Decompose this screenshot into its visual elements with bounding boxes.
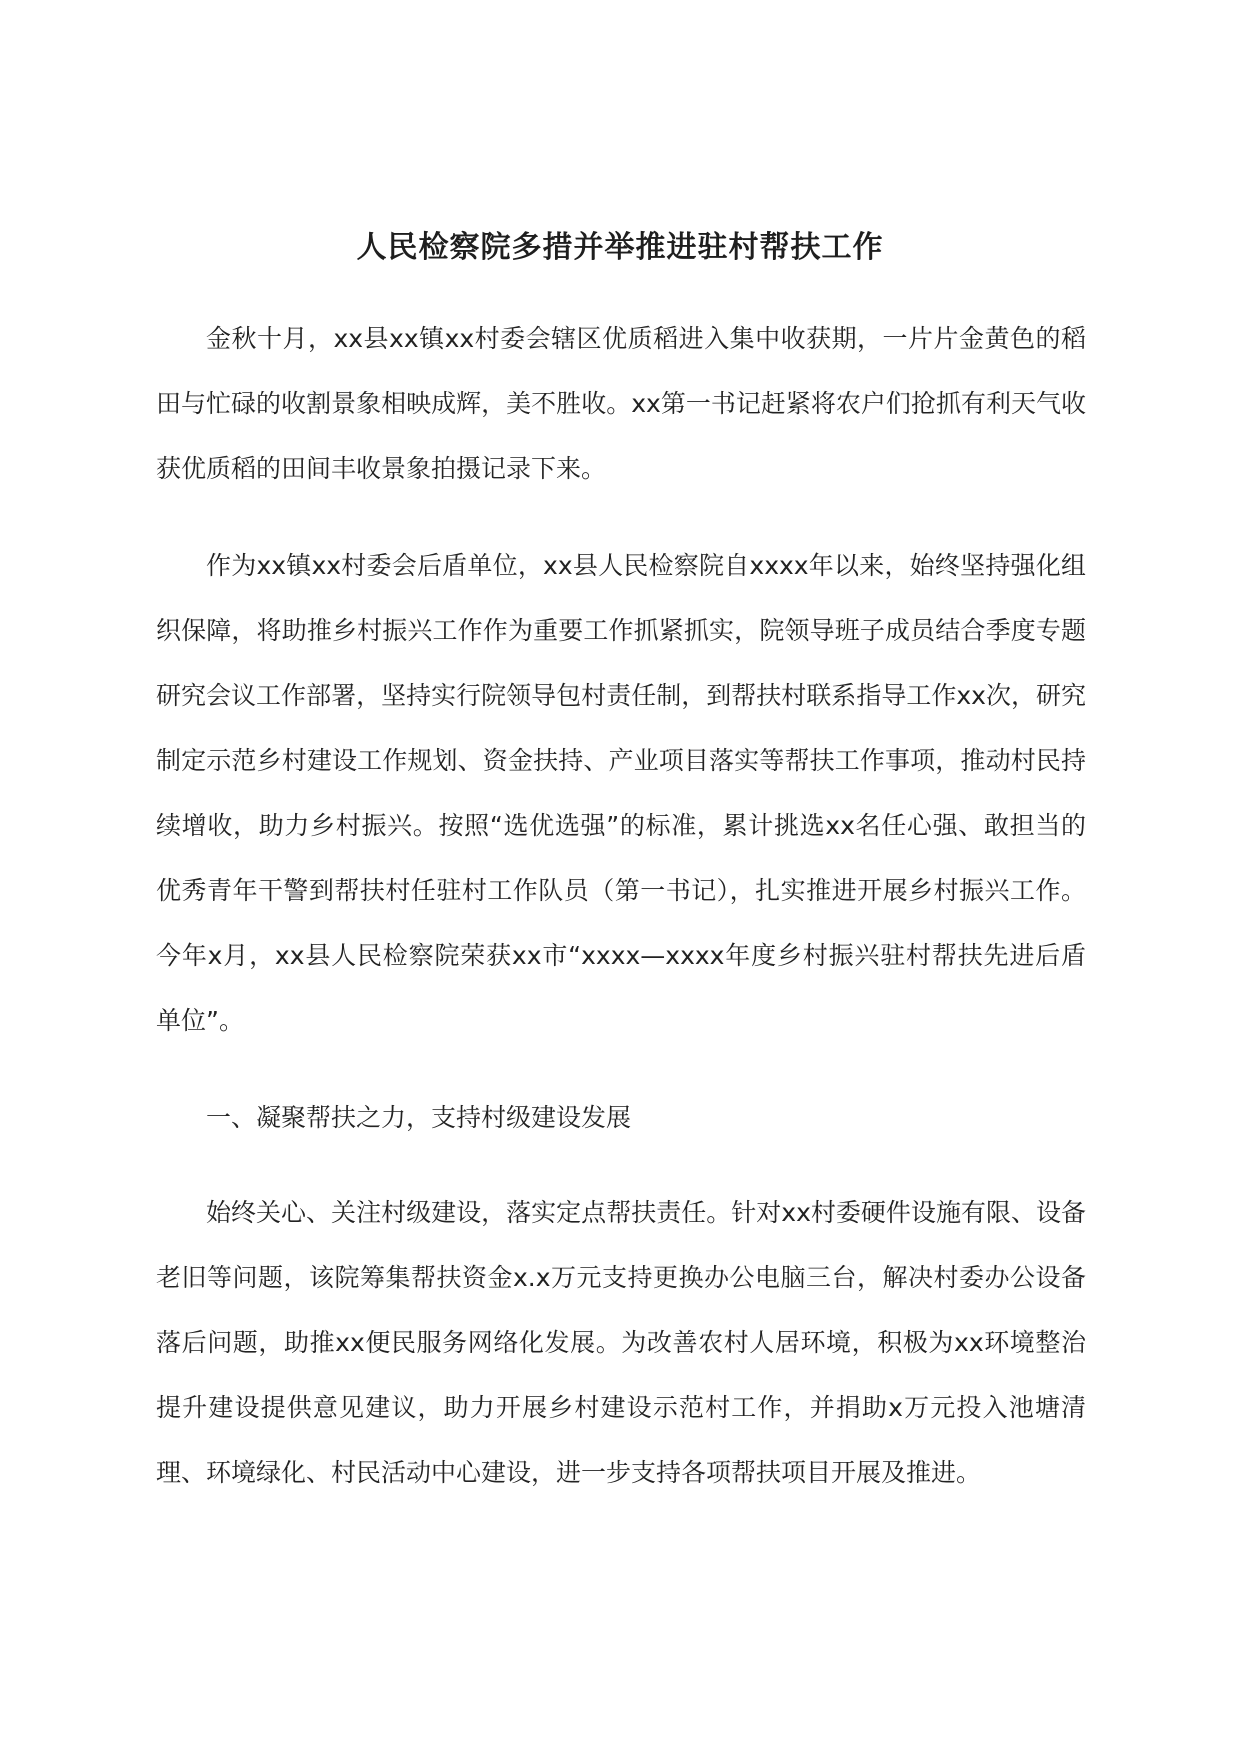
document-body [156, 306, 1086, 1537]
paragraph-harvest: 金秋十月，xx县xx镇xx村委会辖区优质稻进入集中收获期，一片片金黄色的稻田与忙碌的收割景象相映成辉，美不胜收。xx第一书记赶紧将农户们抢抓有利天气收获优质稻的田间丰收景象拍摄记录下来。 [156, 324, 1086, 483]
paragraph-support-unit: 作为xx镇xx村委会后盾单位，xx县人民检察院自xxxx年以来，始终坚持强化组织保障，将助推乡村振兴工作作为重要工作抓紧抓实，院领导班子成员结合季度专题研究会议工作部署，坚持实行院领导包村责任制，到帮扶村联系指导工作xx次，研究制定示范乡村建设工作规划、资金扶持、产业项目落实等帮扶工作事项，推动村民持续增收，助力乡村振兴。按照“选优选强”的标准，累计挑选xx名任心强、敢担当的优秀青年干警到帮扶村任驻村工作队员（第一书记），扎实推进开展乡村振兴工作。今年x月，xx县人民检察院荣获xx市“xxxx—xxxx年度乡村振兴驻村帮扶先进后盾单位”。 [156, 551, 1086, 1035]
paragraph-village-construction: 始终关心、关注村级建设，落实定点帮扶责任。针对xx村委硬件设施有限、设备老旧等问题，该院筹集帮扶资金x.x万元支持更换办公电脑三台，解决村委办公设备落后问题，助推xx便民服务网络化发展。为改善农村人居环境，积极为xx环境整治提升建设提供意见建议，助力开展乡村建设示范村工作，并捐助x万元投入池塘清理、环境绿化、村民活动中心建设，进一步支持各项帮扶项目开展及推进。 [156, 1198, 1086, 1487]
section-heading-1: 一、凝聚帮扶之力，支持村级建设发展 [206, 1103, 632, 1132]
document-title: 人民检察院多措并举推进驻村帮扶工作 [356, 230, 884, 265]
